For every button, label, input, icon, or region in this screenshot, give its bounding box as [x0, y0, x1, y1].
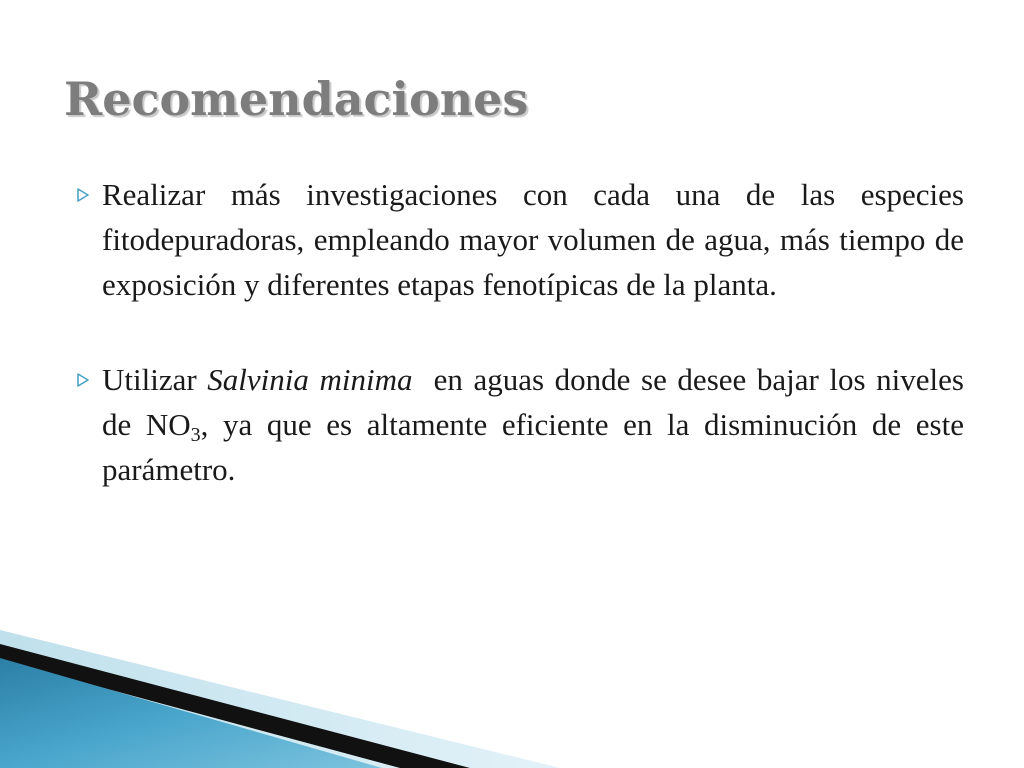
bullet-text-after: , ya que es altamente eficiente en la disminución de este parámetro.: [102, 407, 964, 487]
bullet-text-content: Realizar más investigaciones con cada una de las especies fitodepuradoras, empleando mayor volumen de agua, más tiempo de exposición y diferentes etapas fenotípicas de la planta.: [102, 177, 964, 302]
bullet-text-before: Utilizar: [102, 362, 208, 397]
bullet-text: [102, 357, 972, 492]
bullet-text-middle: en aguas donde se desee bajar los niveles de NO: [102, 362, 972, 442]
species-name: Salvinia minima: [207, 362, 413, 397]
triangle-right-icon: [77, 188, 89, 202]
subscript: 3: [190, 424, 201, 446]
bullet-item: [0, 172, 964, 307]
corner-decoration: [0, 600, 1024, 768]
triangle-right-icon: [77, 373, 89, 387]
slide-title: Recomendaciones: [64, 72, 529, 126]
bullet-item: [0, 357, 972, 492]
bullet-list: [0, 172, 1024, 492]
bullet-text: [102, 172, 964, 307]
